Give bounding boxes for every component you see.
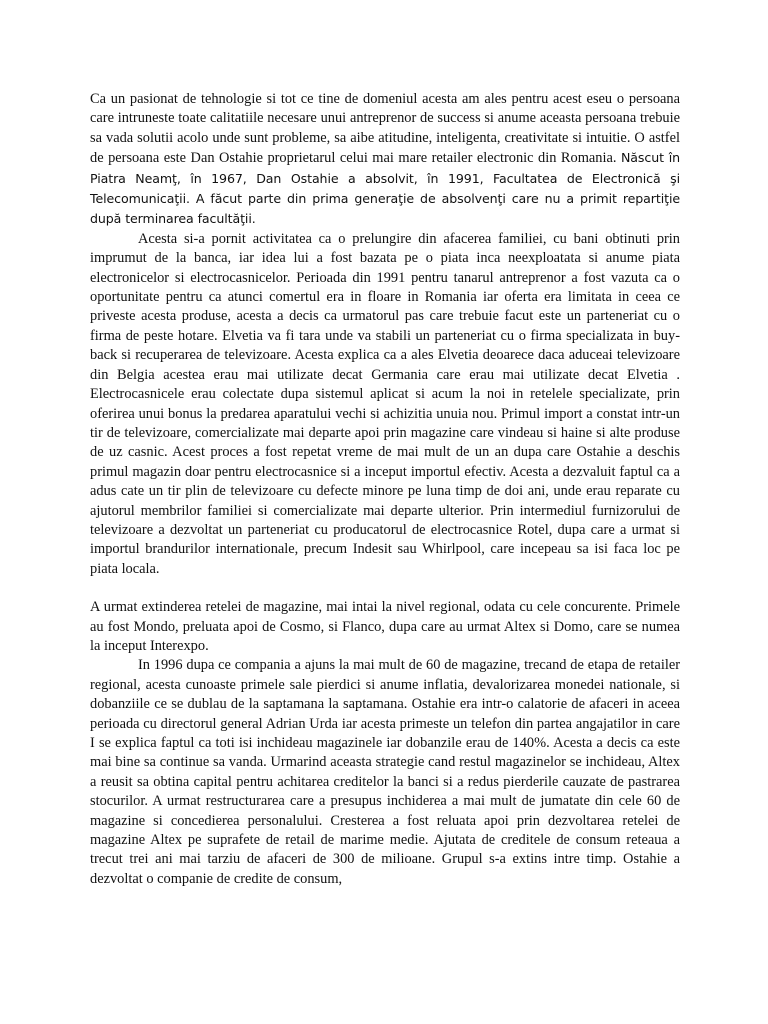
paragraph-crisis: In 1996 dupa ce compania a ajuns la mai mult de 60 de magazine, trecand de etapa de retailer regional, acesta cunoaste primele sale pierdici si anume inflatia, devalorizarea monedei nationale, si dobanziile ce se dublau de la saptamana la saptamana. Ostahie era intr-o calatorie de afaceri in aceea perioada cu directorul general Adrian Urda iar acesta primeste un telefon din partea angajatilor in care I se explica faptul ca toti isi inchideau magazinele iar dobanzile erau de 140%. Acesta a decis ca este mai bine sa continue sa vanda. Urmarind aceasta strategie cand restul magazinelor se inchideau, Altex a reusit sa obtina capital pentru achitarea creditelor la banci si a redus pierderile cauzate de pastrarea stocurilor. A urmat restructurarea care a presupus inchiderea a mai mult de jumatate din cele 60 de magazine si concedierea personalului. Cresterea a fost reluata apoi prin dezvoltarea retelei de magazine Altex pe suprafete de retail de marime medie. Ajutata de creditele de consum reteaua a trecut trei ani mai tarziu de afaceri de 300 de milioane. Grupul s-a extins intre timp. Ostahie a dezvoltat o companie de credite de consum,	[90, 657, 680, 887]
paragraph-intro-biography: Născut în Piatra Neamţ, în 1967, Dan Ostahie a absolvit, în 1991, Facultatea de Electronică şi Telecomunicaţii. A făcut parte din prima generaţie de absolvenţi care nu a primit repartiţie după terminarea facultăţii.	[90, 150, 680, 227]
paragraph-intro	[90, 90, 680, 230]
paragraph-intro-text: Ca un pasionat de tehnologie si tot ce tine de domeniul acesta am ales pentru acest eseu o persoana care intruneste toate calitatiile necesare unui antreprenor de success si anume aceasta persoana trebuie sa vada solutii acolo unde sunt probleme, sa aibe atitudine, inteligenta, creativitate si intuitie. O astfel de persoana este Dan Ostahie proprietarul celui mai mare retailer electronic din Romania.	[90, 91, 680, 167]
paragraph-beginnings: Acesta si-a pornit activitatea ca o prelungire din afacerea familiei, cu bani obtinuti prin imprumut de la banca, iar idea lui a fost bazata pe o piata inca neexploatata si anume piata electronicelor si electrocasnicelor. Perioada din 1991 pentru tanarul antreprenor a fost vazuta ca o oportunitate pentru ca atunci comertul era in floare in Romania iar oferta era limitata in ceea ce priveste acesta produse, acesta a decis ca urmatorul pas care trebuie facut este un parteneriat cu o firma de peste hotare. Elvetia va fi tara unde va stabili un parteneriat cu o firma specializata in buy-back si recuperarea de televizoare. Acesta explica ca a ales Elvetia deoarece daca aduceai televizoare din Belgia acestea erau mai utilizate decat Germania care erau mai utilizate decat Elvetia . Electrocasnicele erau colectate dupa sistemul aplicat si acum la noi in retelele specializate, prin oferirea unui bonus la predarea aparatului vechi si achizitia unuia nou. Primul import a constat intr-un tir de televizoare, comercializate mai departe apoi prin magazine care vindeau si haine si alte produse de uz casnic. Acest proces a fost repetat vreme de mai mult de un an dupa care Ostahie a deschis primul magazin doar pentru electrocasnice si a inceput importul efectiv. Acesta a dezvaluit faptul ca a adus cate un tir plin de televizoare cu defecte minore pe luna timp de doi ani, unde erau reparate cu ajutorul membrilor familiei si comercializate mai departe ulterior. Prin intermediul furnizorului de televizoare a dezvoltat un parteneriat cu producatorul de electrocasnice Rotel, dupa care a urmat si importul brandurilor internationale, precum Indesit sau Whirlpool, care incepeau sa isi faca loc pe piata locala.	[90, 230, 680, 577]
paragraph-expansion: A urmat extinderea retelei de magazine, mai intai la nivel regional, odata cu cele concurente. Primele au fost Mondo, preluata apoi de Cosmo, si Flanco, dupa care au urmat Altex si Domo, care se numea la inceput Interexpo.	[90, 599, 680, 654]
document-page	[90, 90, 680, 889]
